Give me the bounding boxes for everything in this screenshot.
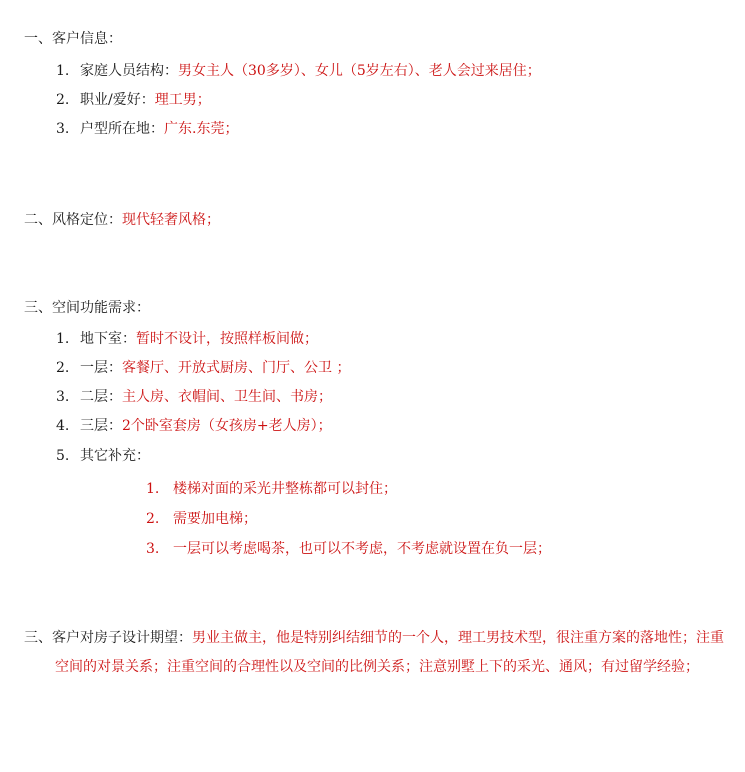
list-item-number: 4. bbox=[56, 418, 70, 434]
section-style bbox=[24, 210, 220, 230]
list-item bbox=[80, 119, 238, 139]
sub-item-number: 1. bbox=[146, 481, 160, 497]
section-expectation-value: 男业主做主，他是特别纠结细节的一个人，理工男技术型，很注重方案的落地性；注重空间的对景关系；注重空间的合理性以及空间的比例关系；注意别墅上下的采光、通风；有过留学经验； bbox=[55, 630, 724, 675]
section-style-label: 二、风格定位： bbox=[24, 212, 122, 228]
item-label: 家庭人员结构： bbox=[80, 63, 178, 79]
item-label: 二层： bbox=[80, 389, 122, 405]
item-label: 一层： bbox=[80, 360, 122, 376]
section-space-title: 三、空间功能需求： bbox=[24, 300, 150, 316]
item-value: 男女主人（30多岁）、女儿（5岁左右）、老人会过来居住； bbox=[178, 63, 541, 79]
list-item-number: 1. bbox=[56, 63, 70, 79]
sub-list-item: 一层可以考虑喝茶，也可以不考虑，不考虑就设置在负一层； bbox=[173, 541, 551, 557]
section-expectation bbox=[24, 624, 724, 682]
item-value: 广东.东莞； bbox=[164, 121, 239, 137]
list-item bbox=[80, 358, 350, 378]
item-value: 2个卧室套房（女孩房+老人房）； bbox=[122, 418, 332, 434]
item-value: 主人房、衣帽间、卫生间、书房； bbox=[122, 389, 332, 405]
item-label: 职业/爱好： bbox=[80, 92, 155, 108]
list-item bbox=[80, 416, 332, 436]
list-item-number: 2. bbox=[56, 92, 70, 108]
item-value: 客餐厅、开放式厨房、门厅、公卫 ； bbox=[122, 360, 351, 376]
sub-item-number: 2. bbox=[146, 511, 160, 527]
section-style-value: 现代轻奢风格； bbox=[122, 212, 220, 228]
list-item-number: 5. bbox=[56, 448, 70, 464]
list-item bbox=[80, 61, 541, 81]
item-value: 暂时不设计，按照样板间做； bbox=[136, 331, 318, 347]
sub-item-number: 3. bbox=[146, 541, 160, 557]
item-value: 理工男； bbox=[154, 92, 211, 108]
list-item-number: 3. bbox=[56, 121, 70, 137]
item-label: 三层： bbox=[80, 418, 122, 434]
list-item bbox=[80, 446, 150, 466]
list-item-number: 3. bbox=[56, 389, 70, 405]
section-customer-info-title: 一、客户信息： bbox=[24, 31, 122, 47]
item-label: 地下室： bbox=[80, 331, 136, 347]
list-item-number: 1. bbox=[56, 331, 70, 347]
sub-list-item: 需要加电梯； bbox=[173, 511, 257, 527]
item-label: 其它补充： bbox=[80, 448, 150, 464]
sub-list-item: 楼梯对面的采光井整栋都可以封住； bbox=[173, 481, 397, 497]
section-expectation-label: 三、客户对房子设计期望： bbox=[24, 630, 192, 646]
list-item bbox=[80, 90, 211, 110]
list-item-number: 2. bbox=[56, 360, 70, 376]
list-item bbox=[80, 387, 332, 407]
item-label: 户型所在地： bbox=[80, 121, 164, 137]
list-item bbox=[80, 329, 318, 349]
